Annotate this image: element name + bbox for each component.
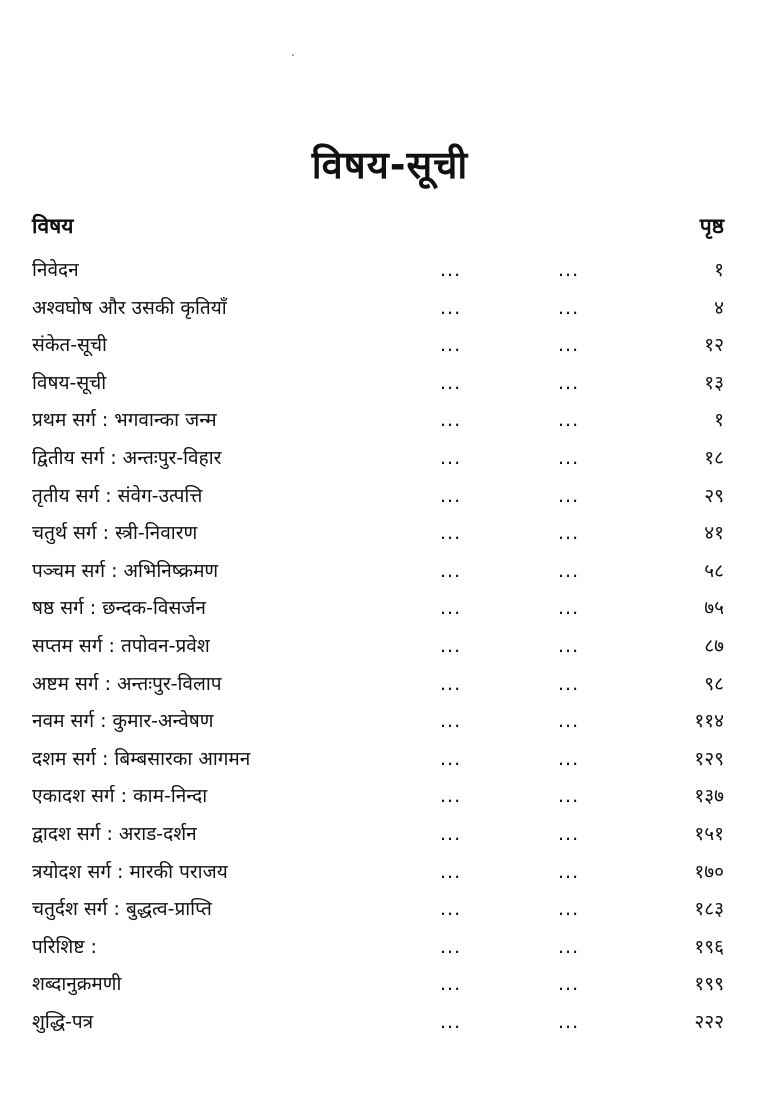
toc-leader-dots: ... [440, 634, 462, 657]
toc-leader-dots: ... [440, 371, 462, 394]
toc-entry-title: द्वितीय सर्ग : अन्तःपुर-विहार [32, 446, 222, 469]
toc-leader-dots: ... [440, 935, 462, 958]
toc-entry-page-number: १ [714, 409, 724, 432]
toc-entry-page-number: ५८ [704, 559, 724, 582]
toc-entry [30, 929, 730, 967]
toc-entry-title: शुद्धि-पत्र [32, 1010, 94, 1033]
toc-entry [30, 478, 730, 516]
toc-entry [30, 1004, 730, 1042]
toc-entry [30, 590, 730, 628]
toc-leader-dots: ... [440, 1010, 462, 1033]
toc-entry-page-number: ७५ [704, 597, 724, 620]
toc-entry-page-number: १९९ [694, 973, 724, 996]
toc-entry [30, 703, 730, 741]
toc-leader-dots: ... [558, 446, 580, 469]
toc-entry-title: अष्टम सर्ग : अन्तःपुर-विलाप [32, 672, 222, 695]
toc-leader-dots: ... [440, 446, 462, 469]
toc-entry [30, 666, 730, 704]
toc-entry-title: संकेत-सूची [32, 334, 107, 357]
toc-leader-dots: ... [558, 484, 580, 507]
toc-entry-page-number: १३ [704, 371, 724, 394]
page-title: विषय-सूची [311, 143, 469, 187]
toc-entry-page-number: १२ [704, 334, 724, 357]
page-column-heading: पृष्ठ [699, 214, 724, 238]
toc-leader-dots: ... [440, 822, 462, 845]
toc-entry-title: प्रथम सर्ग : भगवान्का जन्म [32, 409, 217, 432]
toc-entry-page-number: १ [714, 259, 724, 281]
toc-entry-title: सप्तम सर्ग : तपोवन-प्रवेश [32, 634, 210, 657]
toc-entry-title: शब्दानुक्रमणी [32, 973, 122, 996]
toc-entry-title: त्रयोदश सर्ग : मारकी पराजय [32, 860, 228, 883]
toc-entry-title: षष्ठ सर्ग : छन्दक-विसर्जन [32, 597, 206, 620]
toc-leader-dots: ... [440, 484, 462, 507]
toc-entry-page-number: १५१ [694, 822, 724, 845]
toc-leader-dots: ... [440, 409, 462, 432]
table-of-contents [30, 252, 730, 1041]
toc-entry-title: दशम सर्ग : बिम्बसारका आगमन [32, 747, 251, 770]
toc-leader-dots: ... [440, 898, 462, 921]
toc-entry [30, 966, 730, 1004]
toc-entry-title: विषय-सूची [32, 371, 107, 394]
toc-entry-title: एकादश सर्ग : काम-निन्दा [32, 785, 208, 808]
toc-entry-page-number: २२२ [694, 1010, 724, 1033]
toc-leader-dots: ... [440, 710, 462, 733]
toc-entry [30, 440, 730, 478]
toc-leader-dots: ... [558, 747, 580, 770]
toc-entry [30, 741, 730, 779]
toc-entry-page-number: १८३ [694, 898, 724, 921]
toc-entry-page-number: २९ [704, 484, 724, 507]
toc-leader-dots: ... [558, 822, 580, 845]
toc-entry-page-number: ४१ [704, 522, 724, 545]
toc-entry [30, 327, 730, 365]
toc-leader-dots: ... [558, 559, 580, 582]
toc-entry [30, 402, 730, 440]
toc-entry-title: अश्वघोष और उसकी कृतियाँ [32, 296, 227, 319]
toc-leader-dots: ... [558, 935, 580, 958]
toc-entry [30, 515, 730, 553]
toc-leader-dots: ... [440, 672, 462, 695]
toc-entry [30, 891, 730, 929]
subject-column-heading: विषय [32, 214, 74, 238]
toc-leader-dots: ... [558, 597, 580, 620]
toc-entry [30, 778, 730, 816]
toc-entry-title: नवम सर्ग : कुमार-अन्वेषण [32, 710, 214, 733]
toc-entry-title: परिशिष्ट : [32, 935, 97, 958]
toc-leader-dots: ... [558, 898, 580, 921]
toc-entry-page-number: १७० [694, 860, 724, 883]
paper-speck [292, 54, 294, 56]
toc-leader-dots: ... [558, 860, 580, 883]
toc-leader-dots: ... [440, 860, 462, 883]
toc-leader-dots: ... [440, 597, 462, 620]
toc-entry-title: चतुर्थ सर्ग : स्त्री-निवारण [32, 522, 198, 545]
toc-entry-page-number: १३७ [694, 785, 724, 808]
toc-entry [30, 628, 730, 666]
toc-entry-page-number: १२९ [694, 747, 724, 770]
toc-leader-dots: ... [440, 296, 462, 319]
toc-leader-dots: ... [440, 747, 462, 770]
toc-entry [30, 290, 730, 328]
toc-entry [30, 365, 730, 403]
toc-entry [30, 854, 730, 892]
toc-entry [30, 252, 730, 290]
toc-entry-page-number: ११४ [694, 710, 724, 733]
toc-leader-dots: ... [558, 973, 580, 996]
toc-entry-page-number: १८ [704, 446, 724, 469]
toc-leader-dots: ... [558, 259, 580, 281]
toc-leader-dots: ... [558, 1010, 580, 1033]
toc-entry-page-number: ८७ [704, 634, 724, 657]
toc-entry [30, 553, 730, 591]
toc-leader-dots: ... [558, 371, 580, 394]
toc-entry-page-number: १९६ [694, 935, 724, 958]
toc-leader-dots: ... [440, 522, 462, 545]
toc-leader-dots: ... [558, 672, 580, 695]
toc-leader-dots: ... [558, 785, 580, 808]
toc-entry-title: निवेदन [32, 259, 79, 281]
toc-entry-title: तृतीय सर्ग : संवेग-उत्पत्ति [32, 484, 203, 507]
toc-leader-dots: ... [558, 296, 580, 319]
toc-entry [30, 816, 730, 854]
toc-leader-dots: ... [558, 634, 580, 657]
toc-entry-title: पञ्चम सर्ग : अभिनिष्क्रमण [32, 559, 219, 582]
toc-leader-dots: ... [558, 522, 580, 545]
toc-leader-dots: ... [440, 785, 462, 808]
toc-leader-dots: ... [558, 334, 580, 357]
toc-leader-dots: ... [440, 559, 462, 582]
toc-entry-page-number: ९८ [704, 672, 724, 695]
toc-leader-dots: ... [440, 259, 462, 281]
toc-entry-page-number: ४ [714, 296, 724, 319]
toc-entry-title: द्वादश सर्ग : अराड-दर्शन [32, 822, 197, 845]
toc-leader-dots: ... [440, 334, 462, 357]
toc-leader-dots: ... [440, 973, 462, 996]
toc-leader-dots: ... [558, 710, 580, 733]
toc-leader-dots: ... [558, 409, 580, 432]
toc-entry-title: चतुर्दश सर्ग : बुद्धत्व-प्राप्ति [32, 898, 212, 921]
toc-header [30, 212, 730, 244]
